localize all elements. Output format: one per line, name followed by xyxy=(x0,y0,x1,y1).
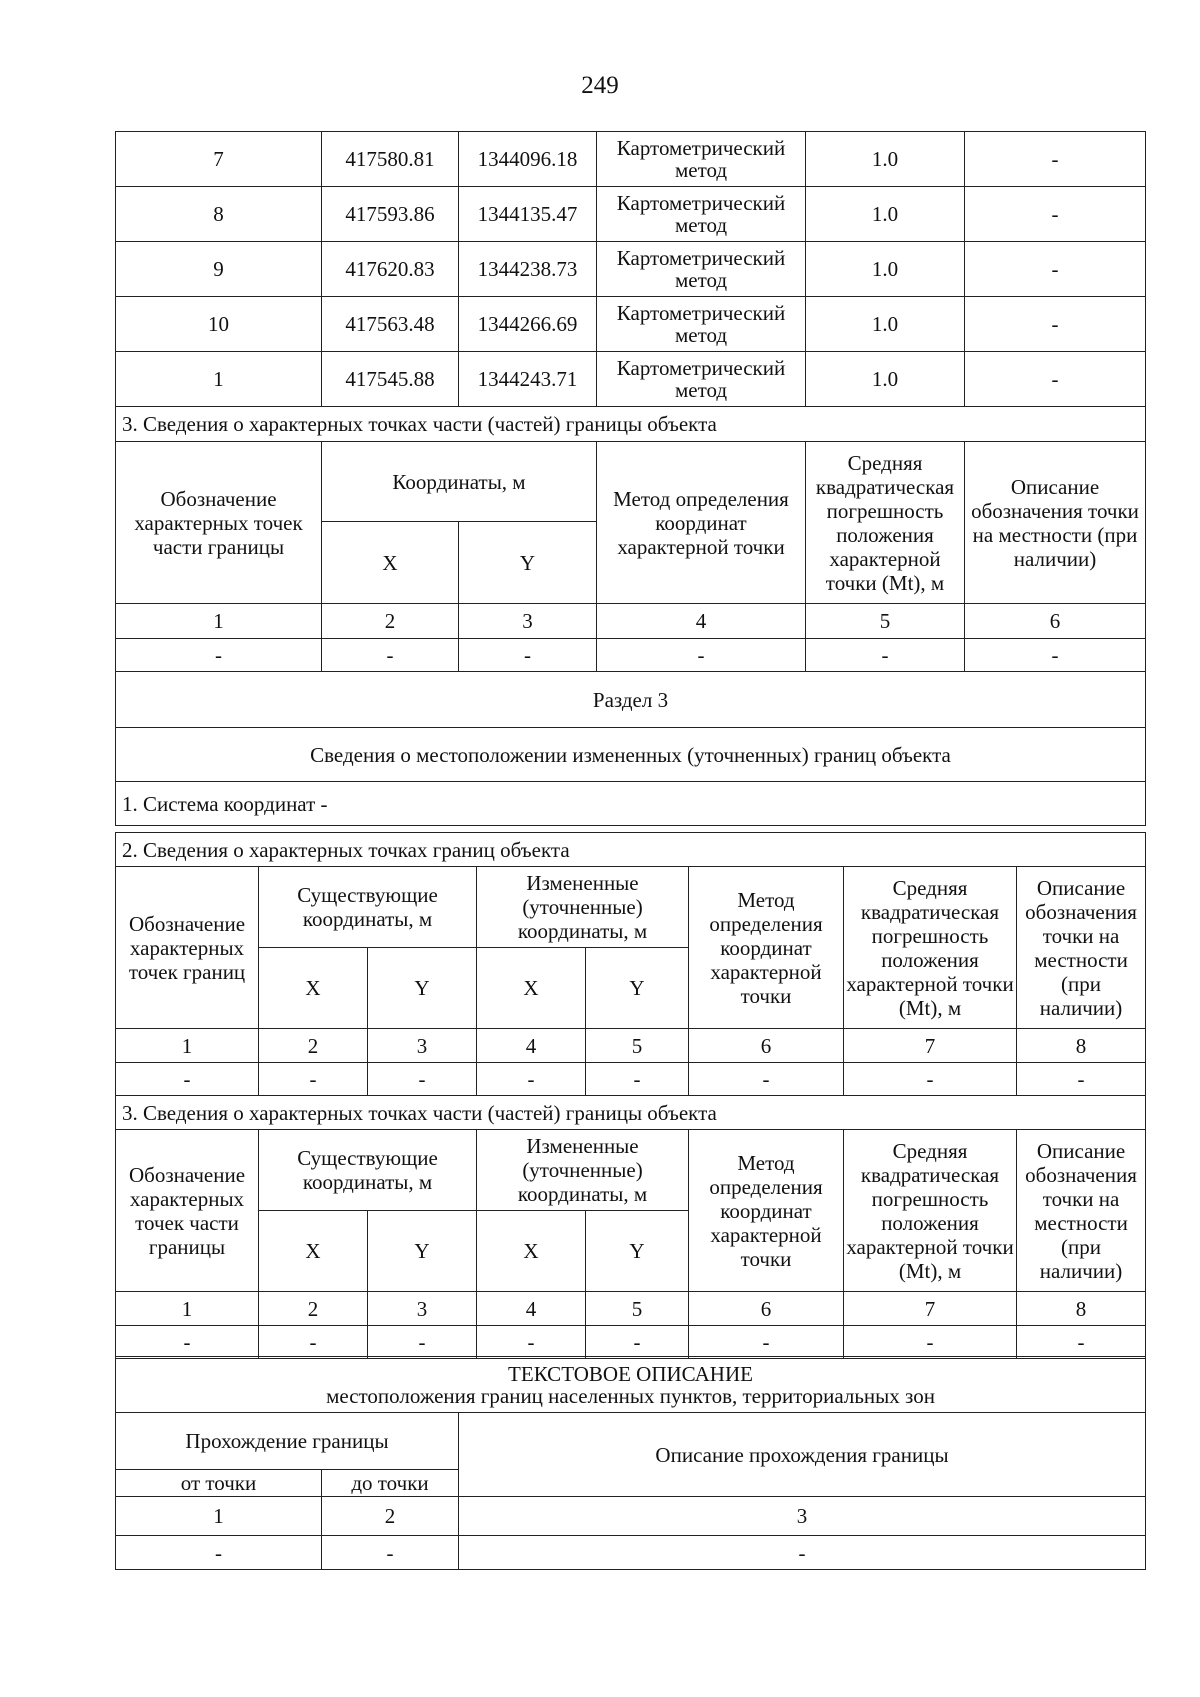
column-number: 4 xyxy=(597,604,806,639)
changed-boundaries-table xyxy=(115,832,1146,1359)
header-method: Метод определения координат характерной точки xyxy=(689,867,844,1029)
column-number: 3 xyxy=(368,1029,477,1063)
column-number: 1 xyxy=(116,1497,322,1536)
description-cell: - xyxy=(965,132,1146,187)
empty-cell: - xyxy=(259,1326,368,1359)
empty-cell: - xyxy=(259,1063,368,1096)
point-row xyxy=(116,242,1146,297)
header-mt: Средняя квадратическая погрешность положения характерной точки (Mt), м xyxy=(844,867,1017,1029)
column-number: 6 xyxy=(689,1029,844,1063)
header-existing-coords: Существующие координаты, м xyxy=(259,1130,477,1211)
empty-cell: - xyxy=(322,1536,459,1570)
header-changed-coords: Измененные (уточненные) координаты, м xyxy=(477,1130,689,1211)
section3-heading: Раздел 3 xyxy=(116,672,1146,728)
column-number: 6 xyxy=(689,1292,844,1326)
empty-cell: - xyxy=(116,1063,259,1096)
header-y: Y xyxy=(368,948,477,1029)
column-number: 2 xyxy=(259,1029,368,1063)
mt-cell: 1.0 xyxy=(806,187,965,242)
header-passage: Прохождение границы xyxy=(116,1413,459,1470)
coordinate-system: 1. Система координат - xyxy=(116,782,1146,826)
point-row xyxy=(116,132,1146,187)
column-number: 3 xyxy=(368,1292,477,1326)
column-number: 1 xyxy=(116,604,322,639)
column-number: 3 xyxy=(459,1497,1146,1536)
section2-part3-title: 3. Сведения о характерных точках части (частей) границы объекта xyxy=(116,407,1146,442)
y-coordinate-cell: 1344238.73 xyxy=(459,242,597,297)
column-number: 5 xyxy=(586,1029,689,1063)
description-cell: - xyxy=(965,242,1146,297)
column-number: 7 xyxy=(844,1029,1017,1063)
method-cell: Картометрический метод xyxy=(597,297,806,352)
empty-cell: - xyxy=(368,1326,477,1359)
empty-cell: - xyxy=(586,1063,689,1096)
section3-part3-title: 3. Сведения о характерных точках части (частей) границы объекта xyxy=(116,1096,1146,1130)
description-cell: - xyxy=(965,297,1146,352)
header-mt: Средняя квадратическая погрешность положения характерной точки (Mt), м xyxy=(844,1130,1017,1292)
header-y: Y xyxy=(586,1211,689,1292)
mt-cell: 1.0 xyxy=(806,242,965,297)
empty-cell: - xyxy=(116,1326,259,1359)
method-cell: Картометрический метод xyxy=(597,352,806,407)
header-designation: Обозначение характерных точек части границы xyxy=(116,442,322,604)
header-method: Метод определения координат характерной точки xyxy=(597,442,806,604)
column-number: 3 xyxy=(459,604,597,639)
empty-cell: - xyxy=(116,1536,322,1570)
empty-cell: - xyxy=(597,639,806,672)
header-changed-coords: Измененные (уточненные) координаты, м xyxy=(477,867,689,948)
header-x: X xyxy=(259,948,368,1029)
column-number: 5 xyxy=(586,1292,689,1326)
header-description: Описание обозначения точки на местности (при наличии) xyxy=(1017,867,1146,1029)
empty-cell: - xyxy=(477,1063,586,1096)
column-number: 6 xyxy=(965,604,1146,639)
empty-cell: - xyxy=(806,639,965,672)
point-number-cell: 7 xyxy=(116,132,322,187)
y-coordinate-cell: 1344135.47 xyxy=(459,187,597,242)
column-number: 1 xyxy=(116,1292,259,1326)
header-to-point: до точки xyxy=(322,1470,459,1497)
empty-cell: - xyxy=(459,639,597,672)
empty-cell: - xyxy=(844,1063,1017,1096)
header-existing-coords: Существующие координаты, м xyxy=(259,867,477,948)
column-number: 1 xyxy=(116,1029,259,1063)
method-cell: Картометрический метод xyxy=(597,187,806,242)
point-row xyxy=(116,352,1146,407)
header-passage-description: Описание прохождения границы xyxy=(459,1413,1146,1497)
header-method: Метод определения координат характерной точки xyxy=(689,1130,844,1292)
header-designation: Обозначение характерных точек границ xyxy=(116,867,259,1029)
empty-cell: - xyxy=(689,1063,844,1096)
column-number: 4 xyxy=(477,1029,586,1063)
section3-subheading: Сведения о местоположении измененных (уточненных) границ объекта xyxy=(116,728,1146,782)
method-cell: Картометрический метод xyxy=(597,242,806,297)
header-y: Y xyxy=(586,948,689,1029)
point-number-cell: 9 xyxy=(116,242,322,297)
description-cell: - xyxy=(965,187,1146,242)
y-coordinate-cell: 1344266.69 xyxy=(459,297,597,352)
empty-cell: - xyxy=(322,639,459,672)
header-description: Описание обозначения точки на местности (при наличии) xyxy=(1017,1130,1146,1292)
point-number-cell: 8 xyxy=(116,187,322,242)
header-from-point: от точки xyxy=(116,1470,322,1497)
header-designation: Обозначение характерных точек части границы xyxy=(116,1130,259,1292)
header-coords: Координаты, м xyxy=(322,442,597,522)
y-coordinate-cell: 1344243.71 xyxy=(459,352,597,407)
section3-part2-title: 2. Сведения о характерных точках границ объекта xyxy=(116,833,1146,867)
page-number: 249 xyxy=(581,72,619,99)
header-x: X xyxy=(477,948,586,1029)
header-y: Y xyxy=(368,1211,477,1292)
text-description-table xyxy=(115,1356,1146,1570)
description-cell: - xyxy=(965,352,1146,407)
empty-cell: - xyxy=(459,1536,1146,1570)
x-coordinate-cell: 417580.81 xyxy=(322,132,459,187)
point-number-cell: 1 xyxy=(116,352,322,407)
x-coordinate-cell: 417563.48 xyxy=(322,297,459,352)
header-x: X xyxy=(322,522,459,604)
y-coordinate-cell: 1344096.18 xyxy=(459,132,597,187)
point-number-cell: 10 xyxy=(116,297,322,352)
column-number: 8 xyxy=(1017,1292,1146,1326)
empty-cell: - xyxy=(477,1326,586,1359)
empty-cell: - xyxy=(1017,1063,1146,1096)
column-number: 8 xyxy=(1017,1029,1146,1063)
mt-cell: 1.0 xyxy=(806,132,965,187)
text-description-subtitle: местоположения границ населенных пунктов, территориальных зон xyxy=(326,1383,935,1408)
empty-cell: - xyxy=(689,1326,844,1359)
empty-cell: - xyxy=(1017,1326,1146,1359)
mt-cell: 1.0 xyxy=(806,297,965,352)
x-coordinate-cell: 417620.83 xyxy=(322,242,459,297)
column-number: 2 xyxy=(322,604,459,639)
header-description: Описание обозначения точки на местности (при наличии) xyxy=(965,442,1146,604)
coordinates-table xyxy=(115,131,1146,826)
method-cell: Картометрический метод xyxy=(597,132,806,187)
header-y: Y xyxy=(459,522,597,604)
empty-cell: - xyxy=(116,639,322,672)
header-mt: Средняя квадратическая погрешность положения характерной точки (Mt), м xyxy=(806,442,965,604)
x-coordinate-cell: 417545.88 xyxy=(322,352,459,407)
empty-cell: - xyxy=(586,1326,689,1359)
column-number: 4 xyxy=(477,1292,586,1326)
column-number: 5 xyxy=(806,604,965,639)
column-number: 2 xyxy=(259,1292,368,1326)
header-x: X xyxy=(477,1211,586,1292)
point-row xyxy=(116,187,1146,242)
point-row xyxy=(116,297,1146,352)
column-number: 7 xyxy=(844,1292,1017,1326)
mt-cell: 1.0 xyxy=(806,352,965,407)
empty-cell: - xyxy=(965,639,1146,672)
empty-cell: - xyxy=(844,1326,1017,1359)
text-description-header xyxy=(116,1357,1146,1413)
x-coordinate-cell: 417593.86 xyxy=(322,187,459,242)
empty-cell: - xyxy=(368,1063,477,1096)
text-description-title: ТЕКСТОВОЕ ОПИСАНИЕ xyxy=(508,1361,753,1386)
header-x: X xyxy=(259,1211,368,1292)
column-number: 2 xyxy=(322,1497,459,1536)
